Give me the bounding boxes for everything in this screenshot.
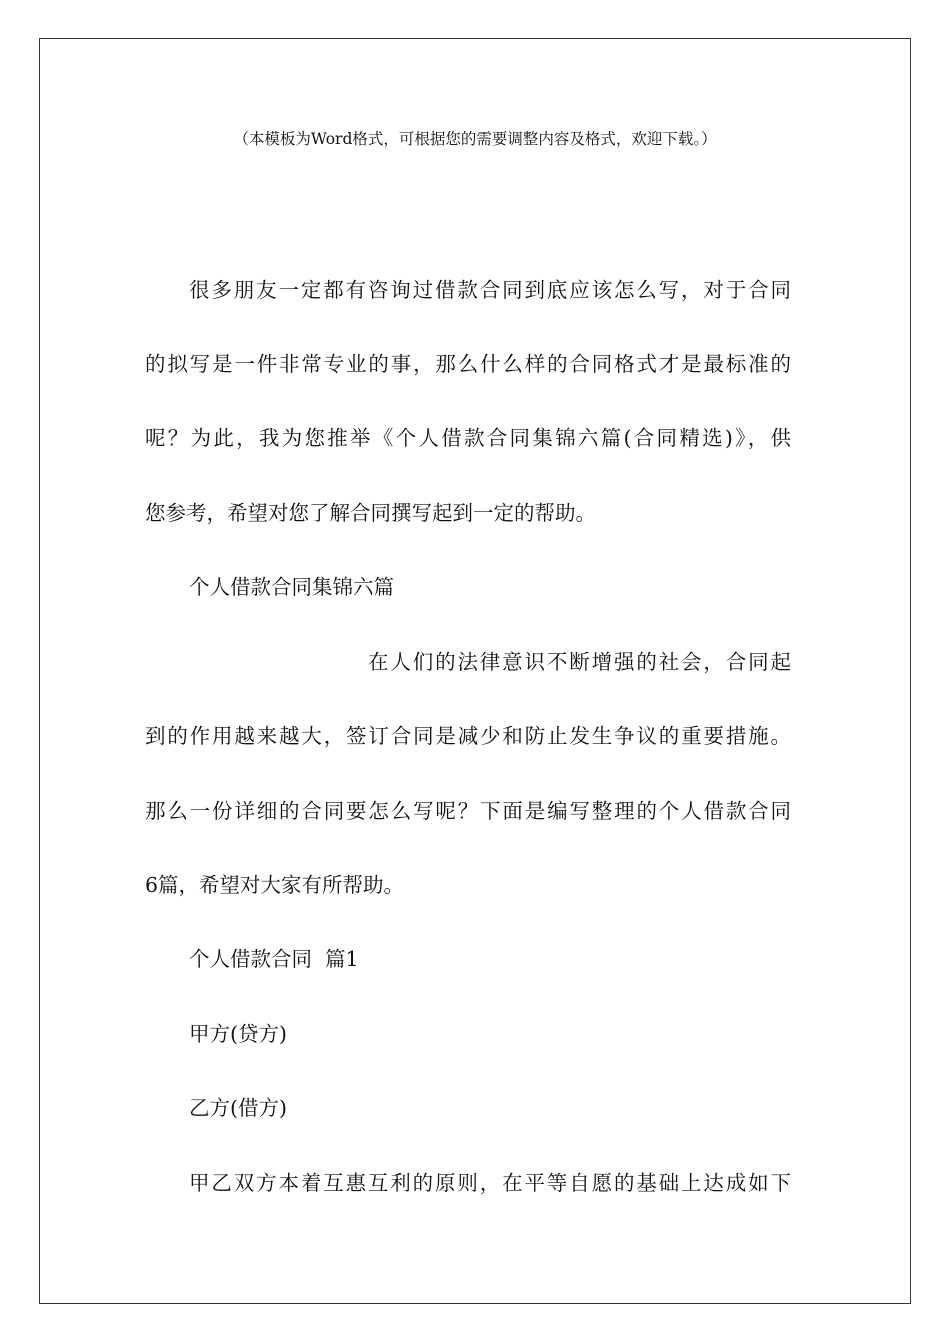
section-heading: 个人借款合同 篇1 [189,947,359,971]
agreement-line: 甲乙双方本着互惠互利的原则，在平等自愿的基础上达成如下 [189,1171,791,1195]
preface-line-4: 6篇，希望对大家有所帮助。 [145,873,405,897]
preface-line-3: 那么一份详细的合同要怎么写呢？下面是编写整理的个人借款合同 [145,799,791,823]
intro-line-3: 呢？为此，我为您推举《个人借款合同集锦六篇(合同精选)》，供 [145,426,791,450]
intro-line-4: 您参考，希望对您了解合同撰写起到一定的帮助。 [145,501,596,525]
intro-line-1: 很多朋友一定都有咨询过借款合同到底应该怎么写，对于合同 [189,278,791,302]
template-note: （本模板为Word格式，可根据您的需要调整内容及格式，欢迎下载。） [233,130,717,148]
party-b: 乙方(借方) [189,1096,287,1120]
collection-title: 个人借款合同集锦六篇 [189,575,394,599]
preface-line-2: 到的作用越来越大，签订合同是减少和防止发生争议的重要措施。 [145,724,791,748]
party-a: 甲方(贷方) [189,1022,287,1046]
preface-line-1: 在人们的法律意识不断增强的社会，合同起 [368,650,791,674]
intro-line-2: 的拟写是一件非常专业的事，那么什么样的合同格式才是最标准的 [145,352,791,376]
